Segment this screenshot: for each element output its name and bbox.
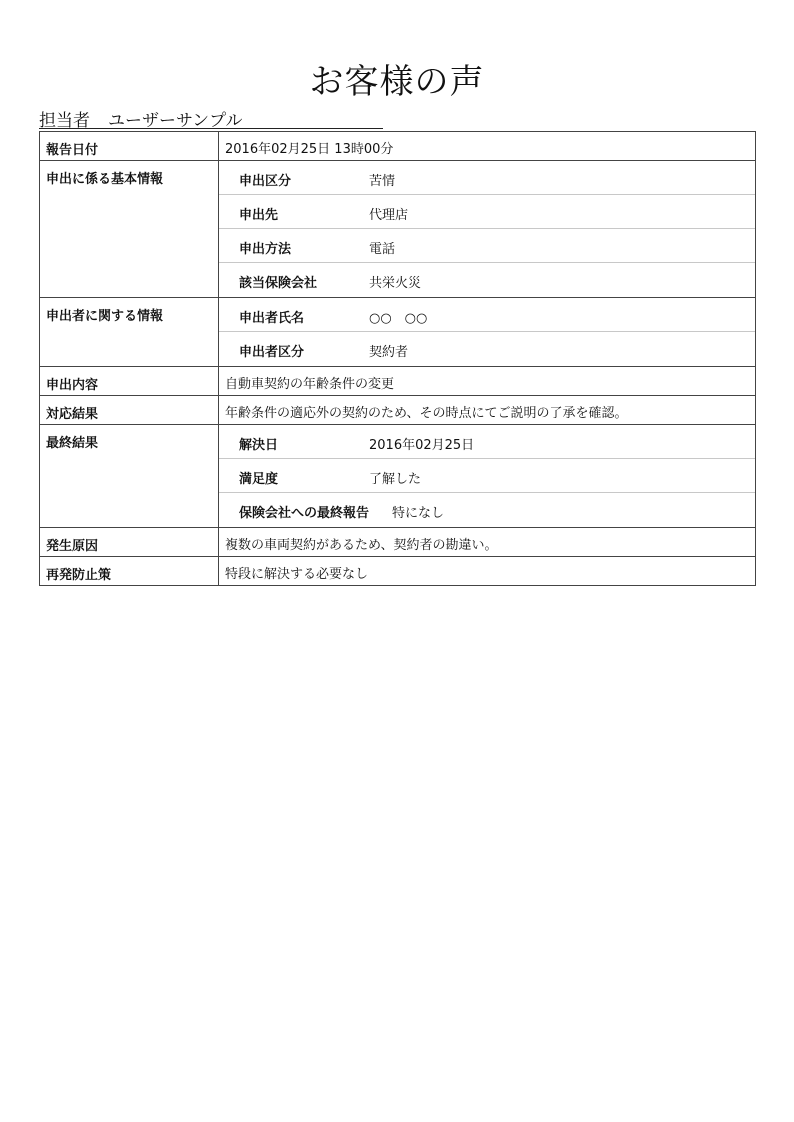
- table-row: [40, 161, 756, 298]
- content-value: 自動車契約の年齢条件の変更: [225, 377, 395, 392]
- sub-value: ○○ ○○: [369, 311, 428, 326]
- sub-key: 該当保険会社: [239, 276, 318, 291]
- response-value: 年齢条件の適応外の契約のため、その時点にてご説明の了承を確認。: [225, 406, 628, 421]
- sub-row: [219, 332, 755, 366]
- sub-row: [219, 493, 755, 527]
- sub-key: 申出先: [239, 208, 279, 223]
- sub-value: 了解した: [369, 472, 422, 487]
- sub-row: [219, 298, 755, 332]
- row-label: 報告日付: [40, 132, 219, 161]
- sub-value: 苦情: [369, 174, 396, 189]
- table-row: [40, 528, 756, 557]
- row-label: 対応結果: [40, 396, 219, 425]
- sub-value: 共栄火災: [369, 276, 422, 291]
- prevention-value: 特段に解決する必要なし: [225, 567, 369, 582]
- table-row: [40, 557, 756, 586]
- row-label: 再発防止策: [40, 557, 219, 586]
- report-table: [39, 131, 756, 586]
- sub-row: [219, 229, 755, 263]
- staff-label: 担当者: [39, 111, 90, 131]
- sub-key: 満足度: [239, 472, 279, 487]
- table-row: [40, 132, 756, 161]
- sub-value: 特になし: [392, 506, 445, 521]
- page-title: お客様の声: [309, 62, 485, 102]
- sub-key: 申出方法: [239, 242, 292, 257]
- sub-key: 保険会社への最終報告: [239, 506, 370, 521]
- row-label: 申出内容: [40, 367, 219, 396]
- sub-row: [219, 195, 755, 229]
- sub-row: [219, 459, 755, 493]
- sub-value: 契約者: [369, 345, 409, 360]
- table-row: [40, 298, 756, 367]
- sub-key: 申出区分: [239, 174, 292, 189]
- row-label: 発生原因: [40, 528, 219, 557]
- report-date-value: 2016年02月25日 13時00分: [225, 142, 394, 157]
- staff-name: ユーザーサンプル: [108, 111, 243, 131]
- sub-value: 代理店: [369, 208, 409, 223]
- cause-value: 複数の車両契約があるため、契約者の勘違い。: [225, 538, 498, 553]
- row-label: 申出者に関する情報: [40, 298, 219, 367]
- sub-row: [219, 425, 755, 459]
- row-label: 申出に係る基本情報: [40, 161, 219, 298]
- row-label: 最終結果: [40, 425, 219, 528]
- table-row: [40, 367, 756, 396]
- sub-key: 申出者氏名: [239, 311, 305, 326]
- sub-value: 2016年02月25日: [369, 438, 475, 453]
- sub-key: 申出者区分: [239, 345, 305, 360]
- staff-line: [39, 106, 383, 129]
- table-row: [40, 425, 756, 528]
- sub-key: 解決日: [239, 438, 279, 453]
- table-row: [40, 396, 756, 425]
- sub-value: 電話: [369, 242, 396, 257]
- sub-row: [219, 161, 755, 195]
- sub-row: [219, 263, 755, 297]
